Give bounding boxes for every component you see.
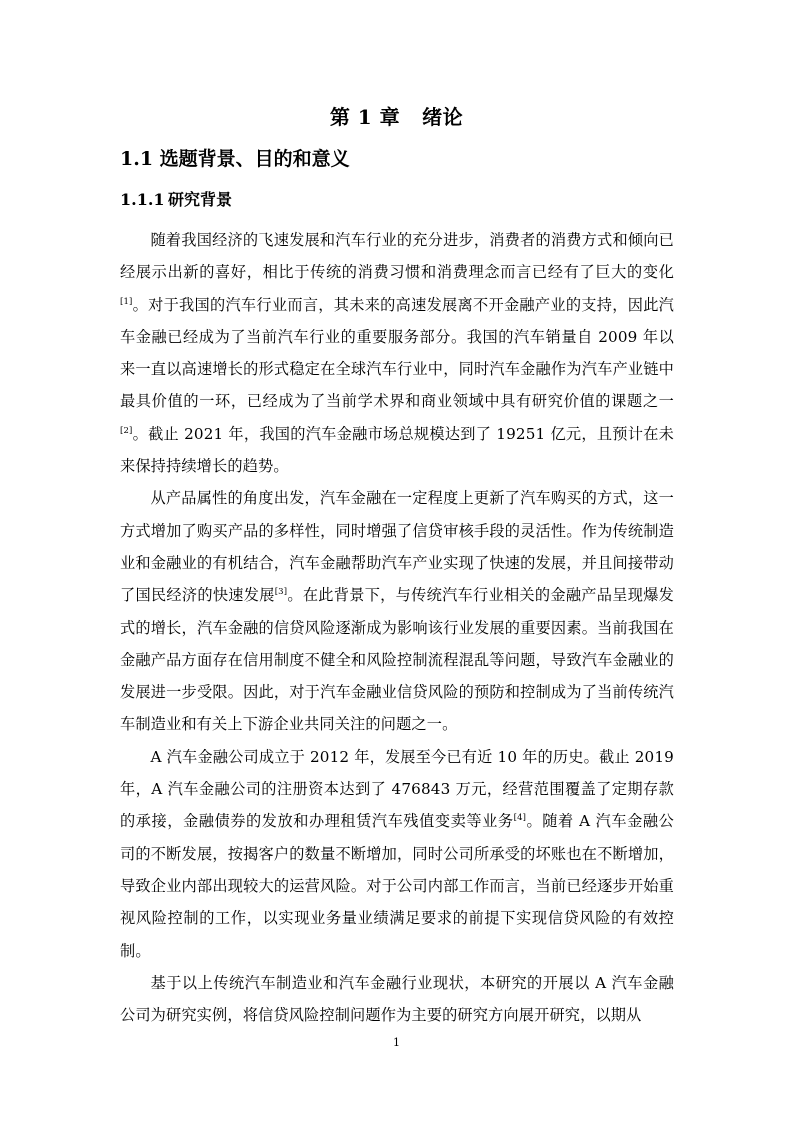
citation-2: [2] <box>120 425 133 436</box>
paragraph-2-text-b: 。在此背景下，与传统汽车行业相关的金融产品呈现爆发式的增长，汽车金融的信贷风险逐渐成为影响该行业发展的重要因素。当前我国在金融产品方面存在信用制度不健全和风险控制流程混乱等问题，导致汽车金融业的发展进一步受限。因此，对于汽车金融业信贷风险的预防和控制成为了当前传统汽车制造业和有关上下游企业共同关注的问题之一。 <box>120 586 675 734</box>
paragraph-4 <box>120 967 674 1032</box>
paragraph-4-text-a: 基于以上传统汽车制造业和汽车金融行业现状，本研究的开展以 A 汽车金融公司为研究实例，将信贷风险控制问题作为主要的研究方向展开研究，以期从 <box>120 973 674 1025</box>
paragraph-1-text-a: 随着我国经济的飞速发展和汽车行业的充分进步，消费者的消费方式和倾向已经展示出新的喜好，相比于传统的消费习惯和消费理念而言已经有了巨大的变化 <box>120 231 674 282</box>
subsection-title: 研究背景 <box>168 190 233 209</box>
subsection-number: 1.1.1 <box>120 190 165 209</box>
paragraph-3-text-b: 。随着 A 汽车金融公司的不断发展，按揭客户的数量不断增加，同时公司所承受的坏账也在不断增加，导致企业内部出现较大的运营风险。对于公司内部工作而言，当前已经逐步开始重视风险控制的工作，以实现业务量业绩满足要求的前提下实现信贷风险的有效控制。 <box>120 812 674 960</box>
paragraph-1 <box>120 224 674 482</box>
chapter-name: 绪论 <box>422 105 464 129</box>
chapter-number: 第 1 章 <box>329 105 401 129</box>
section-heading: 1.1 选题背景、目的和意义 <box>120 148 350 170</box>
subsection-heading <box>120 186 232 214</box>
chapter-title <box>0 102 793 132</box>
paragraph-2-text-a: 从产品属性的角度出发，汽车金融在一定程度上更新了汽车购买的方式，这一方式增加了购买产品的多样性，同时增强了信贷审核手段的灵活性。作为传统制造业和金融业的有机结合，汽车金融帮助汽车产业实现了快速的发展，并且间接带动了国民经济的快速发展 <box>120 489 674 605</box>
page-number: 1 <box>393 1036 400 1049</box>
paragraph-3 <box>120 741 674 967</box>
paragraph-1-text-b: 。对于我国的汽车行业而言，其未来的高速发展离不开金融产业的支持，因此汽车金融已经成为了当前汽车行业的重要服务部分。我国的汽车销量自 2009 年以来一直以高速增长的形式稳定在全球汽车行业中，同时汽车金融作为汽车产业链中最具价值的一环，已经成为了当前学术界和商业领域中具有研究价值的课题之一 <box>120 295 674 411</box>
paragraph-2 <box>120 482 674 740</box>
citation-4: [4] <box>513 813 527 824</box>
citation-3: [3] <box>274 587 288 598</box>
paragraph-1-text-c: 。截止 2021 年，我国的汽车金融市场总规模达到了 19251 亿元，且预计在未来保持持续增长的趋势。 <box>120 424 674 476</box>
paragraph-3-text-a: A 汽车金融公司成立于 2012 年，发展至今已有近 10 年的历史。截止 2019 年，A 汽车金融公司的注册资本达到了 476843 万元，经营范围覆盖了定期存款的承接，金融债券的发放和办理租赁汽车残值变卖等业务 <box>120 747 674 831</box>
citation-1: [1] <box>120 296 133 307</box>
body-text <box>120 224 674 1031</box>
